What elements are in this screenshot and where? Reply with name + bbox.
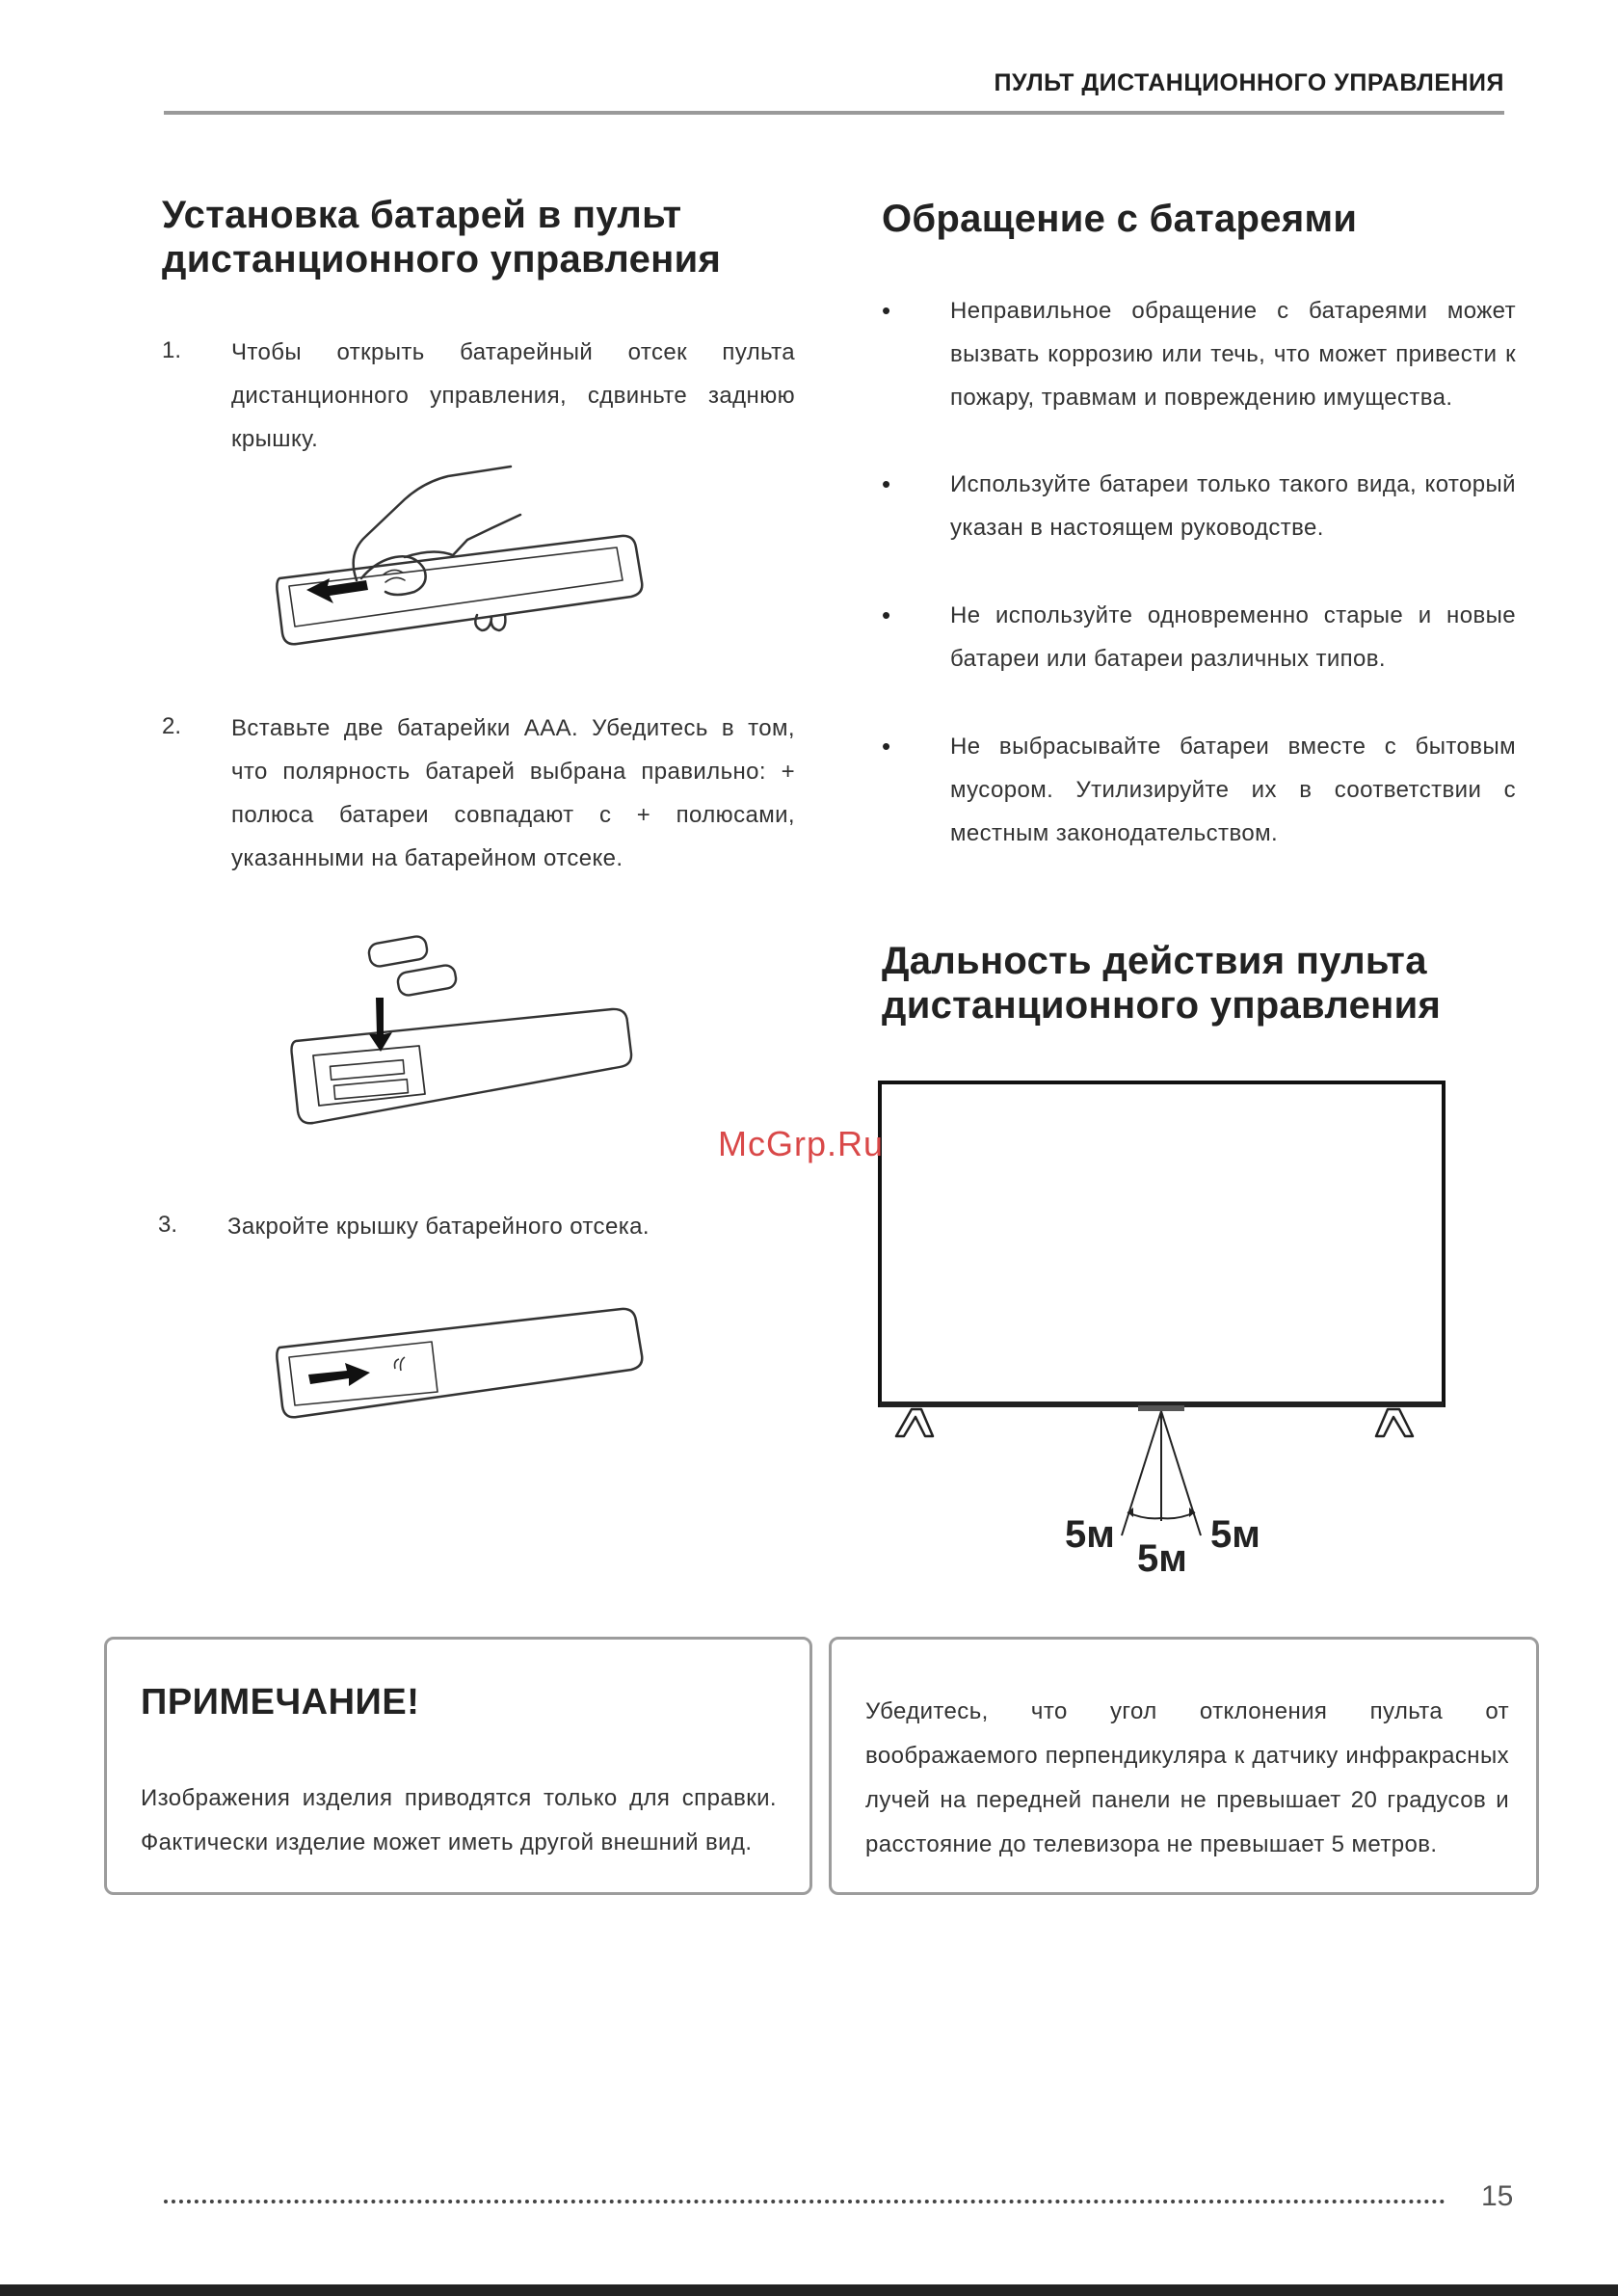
bullet-4-text: Не выбрасывайте батареи вместе с бытовым мусором. Утилизируйте их в соответствии с местным законодательством. xyxy=(950,734,1516,846)
insert-batteries-illustration xyxy=(284,930,650,1133)
page-number: 15 xyxy=(1481,2180,1514,2212)
bottom-edge-strip xyxy=(0,2284,1618,2296)
install-title xyxy=(162,193,836,281)
note-title: ПРИМЕЧАНИЕ! xyxy=(141,1682,420,1722)
running-header: ПУЛЬТ ДИСТАНЦИОННОГО УПРАВЛЕНИЯ xyxy=(994,69,1504,96)
note-box xyxy=(104,1637,812,1895)
bullet-2-text: Используйте батареи только такого вида, который указан в настоящем руководстве. xyxy=(950,471,1516,541)
step-1-text: Чтобы открыть батарейный отсек пульта дистанционного управления, сдвиньте заднюю крышку. xyxy=(231,339,795,452)
range-title-line-1: Дальность действия пульта xyxy=(882,940,1427,982)
bullet-1-marker: • xyxy=(882,296,891,325)
step-1-number: 1. xyxy=(162,337,182,363)
watermark: McGrp.Ru xyxy=(718,1124,885,1163)
install-title-line-2: дистанционного управления xyxy=(162,238,722,280)
info-box xyxy=(829,1637,1539,1895)
range-label-left: 5м xyxy=(1065,1513,1115,1556)
remote-close-cover-illustration xyxy=(270,1301,655,1436)
bullet-3-marker: • xyxy=(882,601,891,629)
remote-open-cover-illustration xyxy=(270,461,655,654)
step-2-number: 2. xyxy=(162,713,182,739)
tv-range-diagram xyxy=(875,1078,1453,1540)
handling-title: Обращение с батареями xyxy=(882,198,1358,240)
info-text: Убедитесь, что угол отклонения пульта от воображаемого перпендикуляра к датчику инфракрасных лучей на передней панели не превышает 20 градусов и расстояние до телевизора не превышает 5 метров. xyxy=(865,1698,1509,1857)
note-text: Изображения изделия приводятся только для справки. Фактически изделие может иметь другой внешний вид. xyxy=(141,1785,777,1855)
step-3-number: 3. xyxy=(158,1212,178,1238)
range-label-right: 5м xyxy=(1210,1513,1260,1556)
bullet-1-text: Неправильное обращение с батареями может вызвать коррозию или течь, что может привести к пожару, травмам и повреждению имущества. xyxy=(950,298,1516,411)
header-rule xyxy=(164,111,1504,115)
range-title-line-2: дистанционного управления xyxy=(882,984,1442,1027)
step-2-text: Вставьте две батарейки ААА. Убедитесь в том, что полярность батарей выбрана правильно: + полюса батареи совпадают с + полюсами, указанными на батарейном отсеке. xyxy=(231,715,795,871)
bullet-3-text: Не используйте одновременно старые и новые батареи или батареи различных типов. xyxy=(950,602,1516,672)
bullet-2-marker: • xyxy=(882,469,891,498)
range-title xyxy=(882,939,1556,1028)
range-label-center: 5м xyxy=(1137,1537,1187,1580)
footer-dotted-rule xyxy=(164,2200,1446,2203)
step-3-text: Закройте крышку батарейного отсека. xyxy=(227,1214,650,1240)
install-title-line-1: Установка батарей в пульт xyxy=(162,194,682,236)
bullet-4-marker: • xyxy=(882,732,891,761)
